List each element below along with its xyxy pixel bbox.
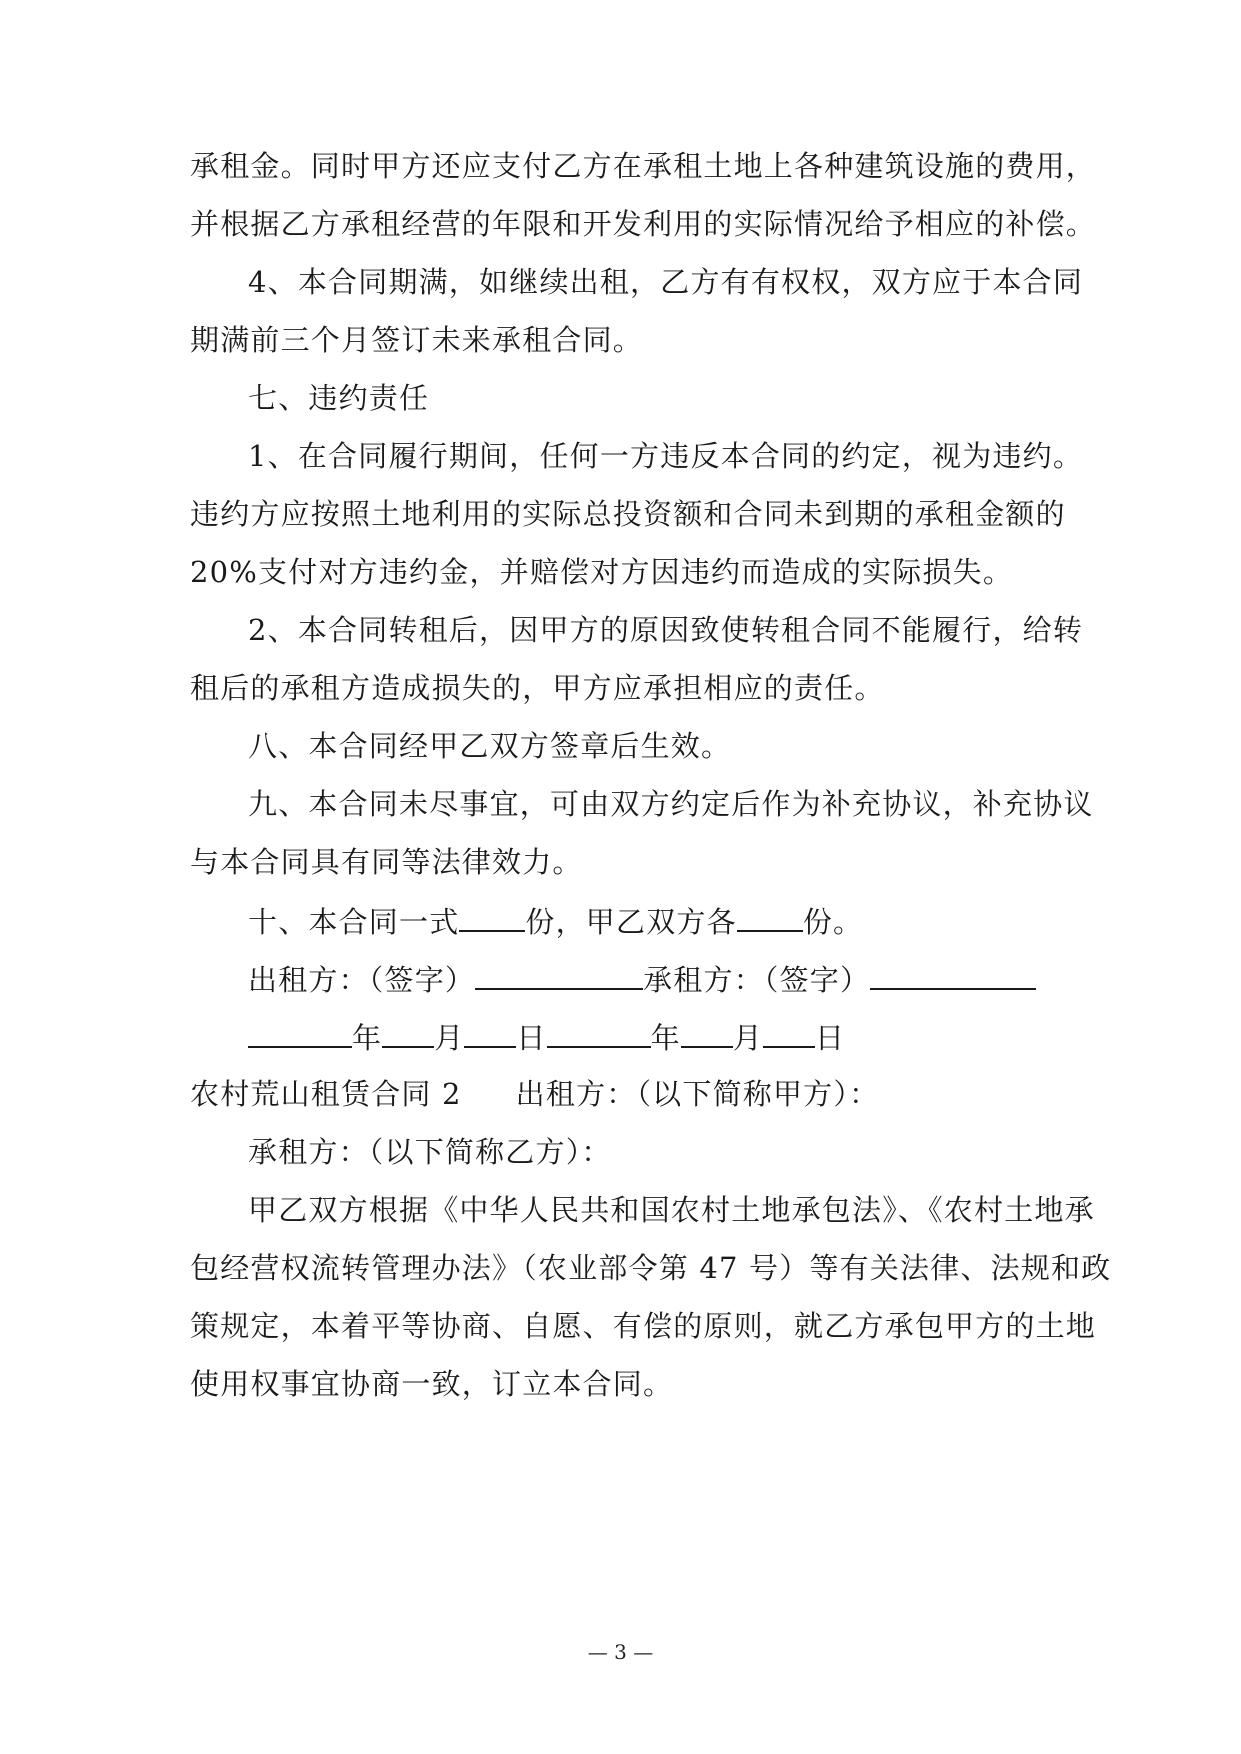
blank-field[interactable] xyxy=(459,900,525,932)
date-line xyxy=(248,1016,1118,1058)
text-line: 策规定，本着平等协商、自愿、有偿的原则，就乙方承包甲方的土地 xyxy=(190,1309,1097,1343)
lessee-signature-blank[interactable] xyxy=(870,958,1036,990)
year-blank[interactable] xyxy=(547,1016,651,1048)
text-line: 包经营权流转管理办法》（农业部令第 47 号）等有关法律、法规和政 xyxy=(190,1251,1112,1285)
lessee-sign-label: 承租方：（签字） xyxy=(643,963,871,997)
copies-line xyxy=(248,900,1118,942)
page-number: — 3 — xyxy=(587,1640,654,1664)
day-label: 日 xyxy=(516,1021,547,1055)
text-line: 期满前三个月签订未来承租合同。 xyxy=(190,323,644,357)
lessee-intro: 承租方：（以下简称乙方）： xyxy=(248,1135,612,1169)
month-label: 月 xyxy=(732,1021,764,1055)
text-line: 违约方应按照土地利用的实际总投资额和合同未到期的承租金额的 xyxy=(190,497,1066,531)
lessor-signature-blank[interactable] xyxy=(475,958,643,990)
year-label: 年 xyxy=(352,1021,383,1055)
text-line: 2、本合同转租后，因甲方的原因致使转租合同不能履行，给转 xyxy=(248,613,1084,647)
blank-field[interactable] xyxy=(737,900,803,932)
text-line: 九、本合同未尽事宜，可由双方约定后作为补充协议，补充协议 xyxy=(248,787,1094,821)
text-line: 20%支付对方违约金，并赔偿对方因违约而造成的实际损失。 xyxy=(190,555,1014,589)
month-label: 月 xyxy=(434,1021,465,1055)
text-line: 1、在合同履行期间，任何一方违反本合同的约定，视为违约。 xyxy=(248,439,1084,473)
lessor-sign-label: 出租方：（签字） xyxy=(248,963,476,997)
year-label: 年 xyxy=(650,1021,681,1055)
copies-text: 份。 xyxy=(802,905,864,939)
signature-line xyxy=(248,958,1118,1000)
contract-title: 农村荒山租赁合同 2 xyxy=(190,1077,462,1111)
text-line: 甲乙双方根据《中华人民共和国农村土地承包法》、《农村土地承 xyxy=(248,1193,1095,1227)
month-blank[interactable] xyxy=(681,1016,733,1048)
text-line: 并根据乙方承租经营的年限和开发利用的实际情况给予相应的补偿。 xyxy=(190,207,1097,241)
text-line: 承租金。同时甲方还应支付乙方在承租土地上各种建筑设施的费用， xyxy=(190,149,1097,183)
text-line: 八、本合同经甲乙双方签章后生效。 xyxy=(248,729,732,763)
text-line: 租后的承租方造成损失的，甲方应承担相应的责任。 xyxy=(190,671,885,705)
lessor-intro: 出租方：（以下简称甲方）： xyxy=(515,1077,880,1111)
copies-text: 份，甲乙双方各 xyxy=(525,905,737,939)
text-line: 与本合同具有同等法律效力。 xyxy=(190,845,583,879)
day-label: 日 xyxy=(815,1021,846,1055)
year-blank[interactable] xyxy=(248,1016,352,1048)
section-heading: 七、违约责任 xyxy=(248,381,430,415)
contract-title-line xyxy=(190,1074,1060,1114)
month-blank[interactable] xyxy=(382,1016,434,1048)
copies-text: 十、本合同一式 xyxy=(248,905,460,939)
text-line: 使用权事宜协商一致，订立本合同。 xyxy=(190,1367,674,1401)
day-blank[interactable] xyxy=(763,1016,815,1048)
text-line: 4、本合同期满，如继续出租，乙方有有权权，双方应于本合同 xyxy=(248,265,1084,299)
day-blank[interactable] xyxy=(464,1016,516,1048)
